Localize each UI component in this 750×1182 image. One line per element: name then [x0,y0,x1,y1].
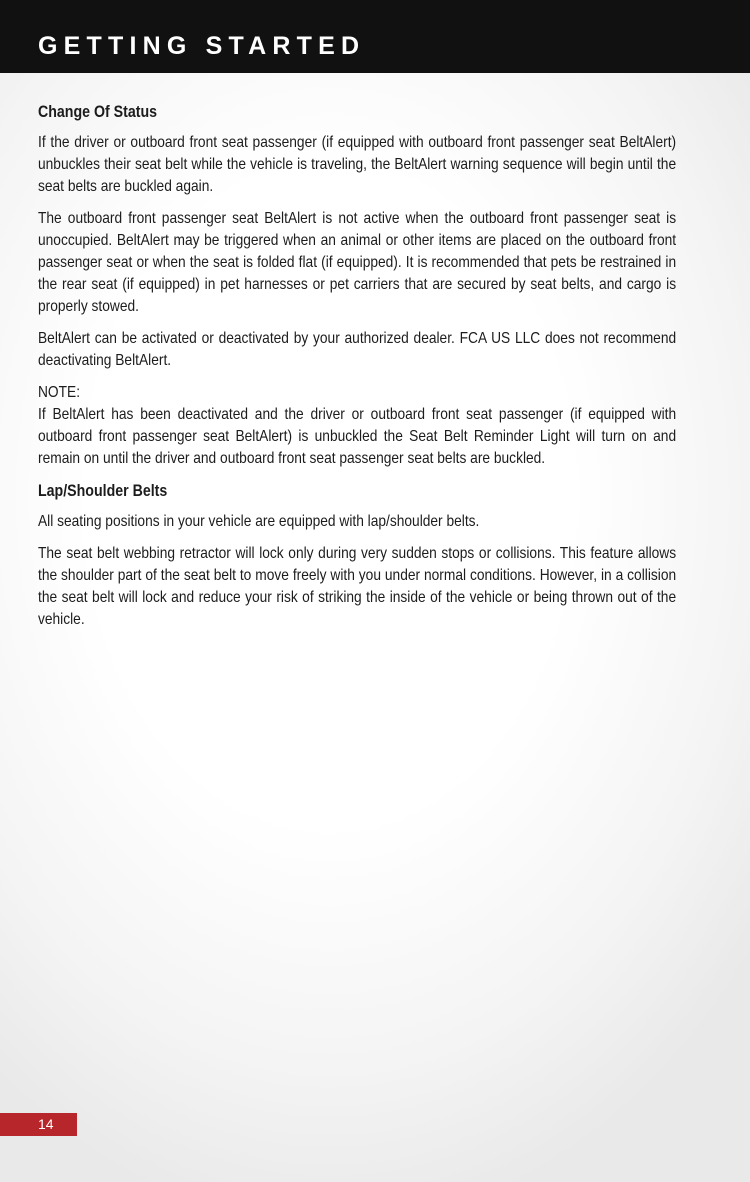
paragraph: The seat belt webbing retractor will lock only during very sudden stops or collisions. This feature allows the shoulder part of the seat belt to move freely with you under normal conditions. However, in a collision the seat belt will lock and reduce your risk of striking the inside of the vehicle or being thrown out of the vehicle. [38,545,677,628]
heading-change-of-status: Change Of Status [38,103,158,121]
note-label: NOTE: [38,384,81,401]
page-content [38,101,676,641]
note-text: If BeltAlert has been deactivated and the driver or outboard front seat passenger (if equipped with outboard front passenger seat BeltAlert) is unbuckled the Seat Belt Reminder Light will turn on and remain on until the driver and outboard front seat passenger seat belts are buckled. [38,406,677,467]
heading-lap-shoulder-belts: Lap/Shoulder Belts [38,482,168,500]
paragraph: BeltAlert can be activated or deactivated by your authorized dealer. FCA US LLC does not recommend deactivating BeltAlert. [38,330,677,369]
page-number-tab [0,1113,77,1136]
section-lap-shoulder-belts [38,480,676,631]
section-change-of-status [38,101,676,470]
paragraph: If the driver or outboard front seat passenger (if equipped with outboard front passenger seat BeltAlert) unbuckles their seat belt while the vehicle is traveling, the BeltAlert warning sequence will begin until the seat belts are buckled again. [38,134,677,195]
page-number: 14 [38,1116,54,1132]
header-bar [0,0,750,73]
section-title: GETTING STARTED [38,32,366,60]
paragraph: The outboard front passenger seat BeltAlert is not active when the outboard front passenger seat is unoccupied. BeltAlert may be triggered when an animal or other items are placed on the outboard front passenger seat or when the seat is folded flat (if equipped). It is recommended that pets be restrained in the rear seat (if equipped) in pet harnesses or pet carriers that are secured by seat belts, and cargo is properly stowed. [38,210,677,315]
paragraph: All seating positions in your vehicle are equipped with lap/shoulder belts. [38,513,480,530]
